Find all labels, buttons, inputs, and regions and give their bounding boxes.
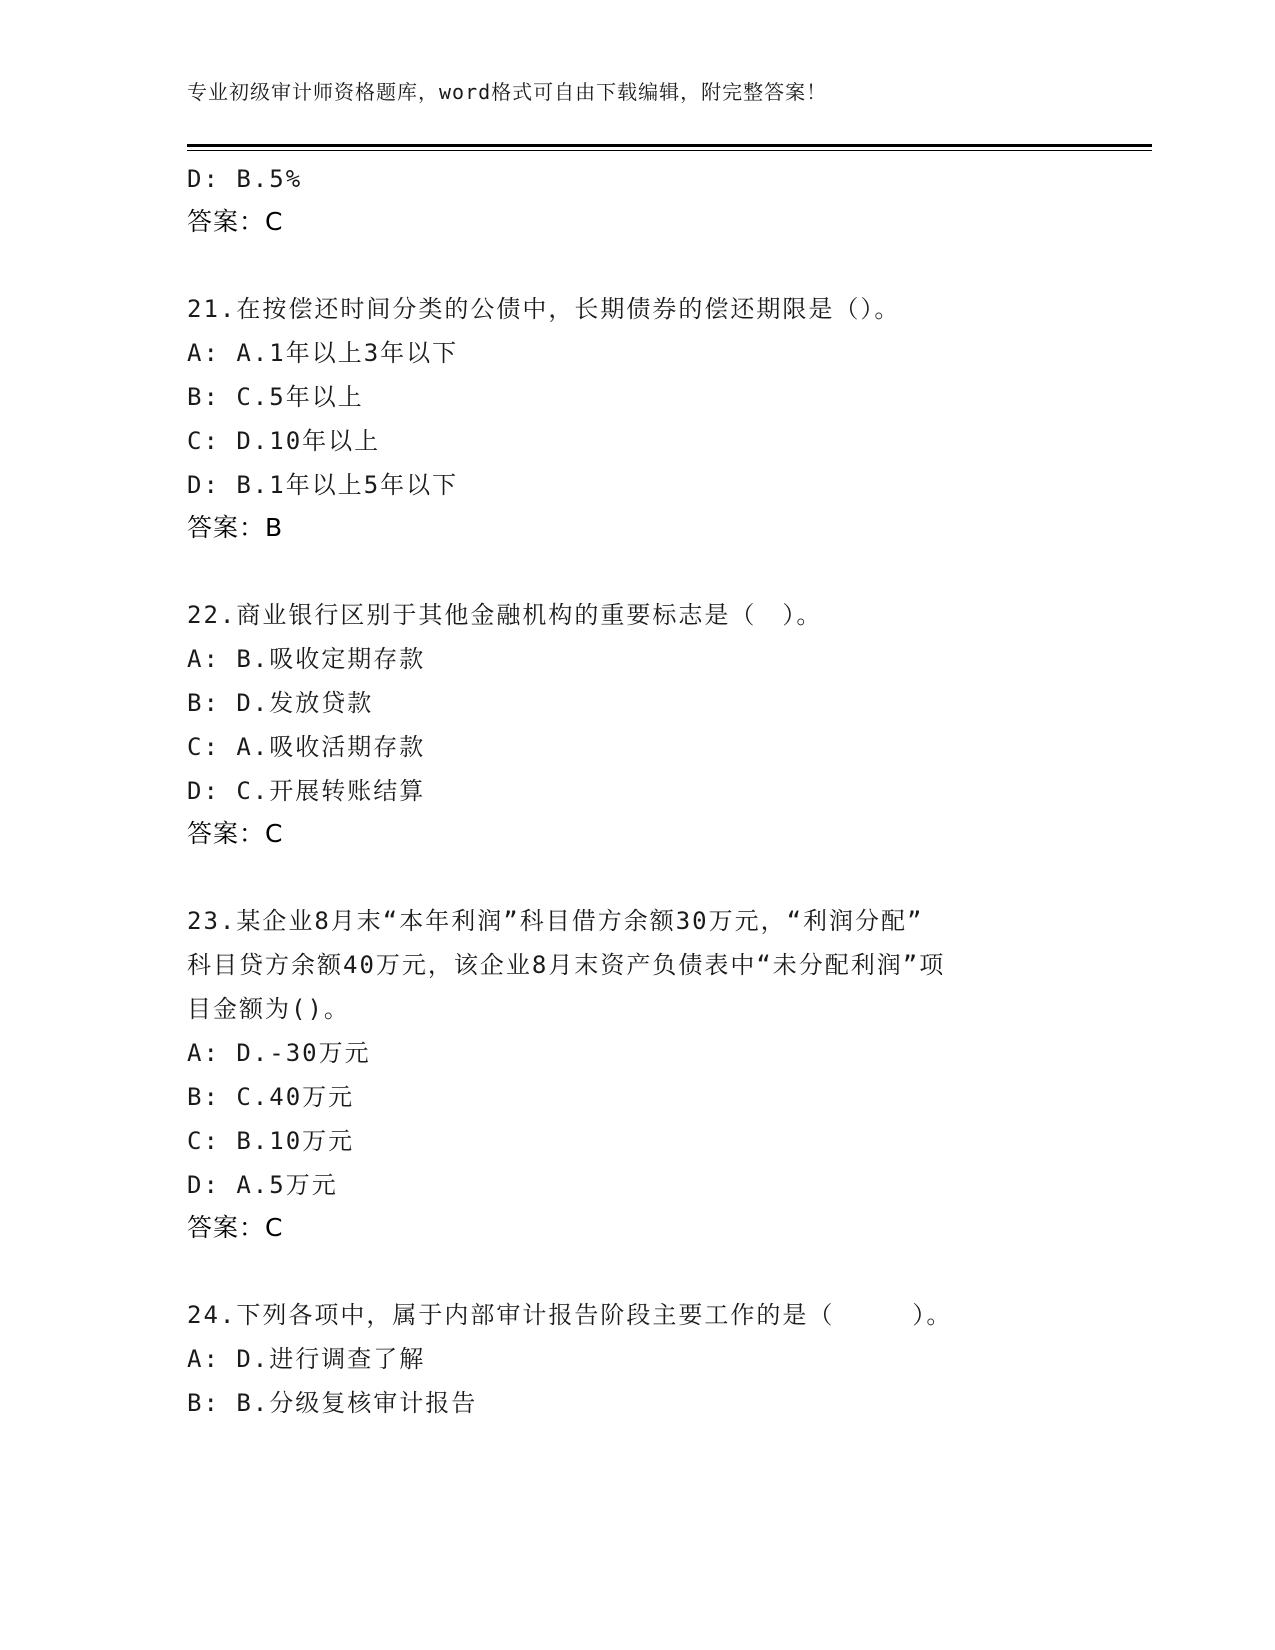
page-header: 专业初级审计师资格题库，word格式可自由下载编辑，附完整答案！: [187, 80, 828, 104]
q21-option-a: A: A.1年以上3年以下: [187, 339, 459, 367]
q23-answer: 答案：C: [187, 1213, 284, 1242]
q22-option-d: D: C.开展转账结算: [187, 777, 426, 805]
q22-option-a: A: B.吸收定期存款: [187, 645, 426, 673]
q23-question-line-1: 23.某企业8月末“本年利润”科目借方余额30万元，“利润分配”: [187, 907, 924, 935]
q21-question: 21.在按偿还时间分类的公债中，长期债券的偿还期限是（）。: [187, 295, 901, 323]
q23-option-a: A: D.-30万元: [187, 1039, 371, 1067]
header-rule-thin: [187, 150, 1152, 151]
prev-option-d: D: B.5%: [187, 165, 303, 193]
q24-option-b: B: B.分级复核审计报告: [187, 1389, 478, 1417]
q23-question-line-2: 科目贷方余额40万元，该企业8月末资产负债表中“未分配利润”项: [187, 951, 946, 979]
q24-question: 24.下列各项中，属于内部审计报告阶段主要工作的是（ ）。: [187, 1301, 953, 1329]
q21-answer: 答案：B: [187, 513, 284, 542]
q23-question-line-3: 目金额为()。: [187, 995, 350, 1023]
q23-option-d: D: A.5万元: [187, 1171, 338, 1199]
q23-option-c: C: B.10万元: [187, 1127, 355, 1155]
q22-question: 22.商业银行区别于其他金融机构的重要标志是（ ）。: [187, 601, 823, 629]
q22-answer: 答案：C: [187, 819, 284, 848]
q21-option-b: B: C.5年以上: [187, 383, 364, 411]
prev-answer: 答案：C: [187, 207, 284, 236]
q22-option-c: C: A.吸收活期存款: [187, 733, 426, 761]
q22-option-b: B: D.发放贷款: [187, 689, 374, 717]
q21-option-c: C: D.10年以上: [187, 427, 381, 455]
q21-option-d: D: B.1年以上5年以下: [187, 471, 459, 499]
q23-option-b: B: C.40万元: [187, 1083, 355, 1111]
header-rule-thick: [187, 144, 1152, 147]
q24-option-a: A: D.进行调查了解: [187, 1345, 426, 1373]
